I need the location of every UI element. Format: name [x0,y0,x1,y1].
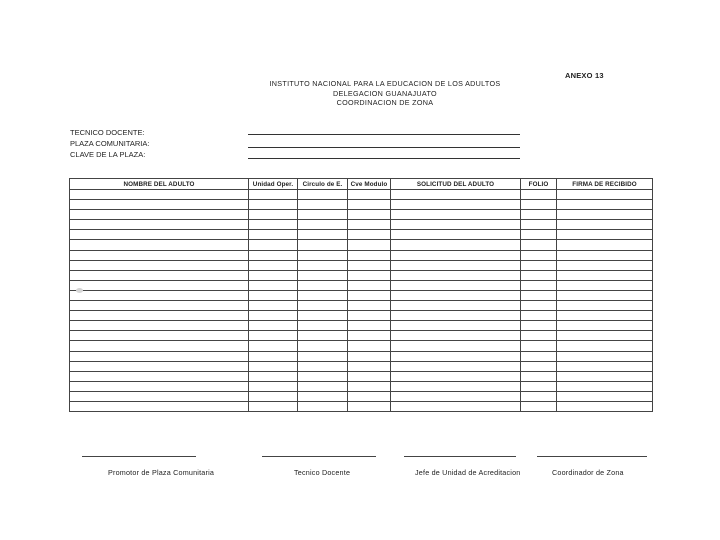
table-cell[interactable] [348,381,391,391]
table-cell[interactable] [70,341,249,351]
table-cell[interactable] [391,280,521,290]
table-cell[interactable] [557,391,653,401]
table-cell[interactable] [391,321,521,331]
table-cell[interactable] [391,311,521,321]
table-cell[interactable] [391,200,521,210]
table-cell[interactable] [557,240,653,250]
table-cell[interactable] [521,270,557,280]
signature-label-coordinator: Coordinador de Zona [552,468,624,477]
table-cell[interactable] [298,361,348,371]
table-cell[interactable] [557,351,653,361]
table-cell[interactable] [298,381,348,391]
table-cell[interactable] [70,371,249,381]
table-row [70,210,653,220]
table-cell[interactable] [348,200,391,210]
table-cell[interactable] [521,301,557,311]
table-cell[interactable] [249,230,298,240]
table-cell[interactable] [249,381,298,391]
table-cell[interactable] [348,220,391,230]
table-cell[interactable] [557,250,653,260]
adult-register-table [69,178,653,412]
table-cell[interactable] [521,200,557,210]
table-cell[interactable] [557,210,653,220]
table-cell[interactable] [521,260,557,270]
table-cell[interactable] [70,230,249,240]
table-row [70,371,653,381]
institution-name: INSTITUTO NACIONAL PARA LA EDUCACION DE LOS ADULTOS [269,79,501,88]
table-cell[interactable] [557,290,653,300]
table-cell[interactable] [298,260,348,270]
table-cell[interactable] [298,240,348,250]
table-cell[interactable] [70,401,249,411]
table-cell[interactable] [557,401,653,411]
table-row [70,311,653,321]
table-cell[interactable] [557,200,653,210]
table-cell[interactable] [249,351,298,361]
col-folio: FOLIO [521,179,557,190]
table-cell[interactable] [298,401,348,411]
table-header-row [70,179,653,190]
table-cell[interactable] [298,351,348,361]
table-cell[interactable] [391,301,521,311]
table-cell[interactable] [521,230,557,240]
table-cell[interactable] [249,401,298,411]
col-received-signature: FIRMA DE RECIBIDO [557,179,653,190]
table-cell[interactable] [348,391,391,401]
clave-label: CLAVE DE LA PLAZA: [70,150,146,159]
table-cell[interactable] [521,401,557,411]
table-row [70,301,653,311]
table-cell[interactable] [70,290,249,300]
table-cell[interactable] [557,190,653,200]
table-cell[interactable] [521,210,557,220]
table-row [70,250,653,260]
table-cell[interactable] [249,331,298,341]
table-cell[interactable] [70,321,249,331]
form-fields [70,127,149,160]
table-cell[interactable] [391,391,521,401]
table-cell[interactable] [298,220,348,230]
table-cell[interactable] [557,260,653,270]
table-cell[interactable] [557,280,653,290]
table-cell[interactable] [521,190,557,200]
table-row [70,341,653,351]
table-cell[interactable] [391,260,521,270]
table-cell[interactable] [70,361,249,371]
table-row [70,361,653,371]
table-cell[interactable] [557,230,653,240]
col-operative-unit: Unidad Oper. [249,179,298,190]
table-cell[interactable] [521,220,557,230]
table-cell[interactable] [249,311,298,321]
signature-label-promoter: Promotor de Plaza Comunitaria [108,468,215,477]
annex-number: ANEXO 13 [565,71,604,80]
col-adult-request: SOLICITUD DEL ADULTO [391,179,521,190]
table-cell[interactable] [391,220,521,230]
table-cell[interactable] [521,391,557,401]
signature-label-technician: Tecnico Docente [294,468,351,477]
table-cell[interactable] [70,260,249,270]
table-cell[interactable] [521,351,557,361]
table-cell[interactable] [70,351,249,361]
signature-line-accreditation[interactable] [404,456,516,457]
table-cell[interactable] [557,270,653,280]
table-cell[interactable] [70,381,249,391]
table-cell[interactable] [298,270,348,280]
table-cell[interactable] [298,301,348,311]
table-cell[interactable] [298,321,348,331]
table-cell[interactable] [348,351,391,361]
table-cell[interactable] [348,401,391,411]
col-adult-name: NOMBRE DEL ADULTO [70,179,249,190]
table-cell[interactable] [70,210,249,220]
table-cell[interactable] [348,240,391,250]
table-cell[interactable] [348,290,391,300]
coordination-name: COORDINACION DE ZONA [336,98,434,107]
table-cell[interactable] [249,210,298,220]
table-cell[interactable] [348,210,391,220]
table-row [70,381,653,391]
table-cell[interactable] [298,210,348,220]
table-cell[interactable] [249,270,298,280]
table-row [70,260,653,270]
plaza-fill-line[interactable] [248,147,520,148]
table-cell[interactable] [521,341,557,351]
table-cell[interactable] [348,190,391,200]
table-cell[interactable] [70,331,249,341]
table-cell[interactable] [249,341,298,351]
table-cell[interactable] [391,240,521,250]
table-cell[interactable] [249,240,298,250]
table-cell[interactable] [70,240,249,250]
table-row [70,321,653,331]
table-cell[interactable] [249,391,298,401]
table-cell[interactable] [298,391,348,401]
table-cell[interactable] [298,280,348,290]
table-row [70,240,653,250]
table-row [70,230,653,240]
table-cell[interactable] [249,220,298,230]
table-cell[interactable] [348,321,391,331]
table-cell[interactable] [249,361,298,371]
table-cell[interactable] [391,361,521,371]
table-cell[interactable] [391,371,521,381]
table-cell[interactable] [521,280,557,290]
table-cell[interactable] [557,301,653,311]
table-cell[interactable] [249,301,298,311]
table-cell[interactable] [70,190,249,200]
table-row [70,190,653,200]
table-cell[interactable] [557,361,653,371]
table-cell[interactable] [391,341,521,351]
delegation-name: DELEGACION GUANAJUATO [333,88,437,98]
table-cell[interactable] [70,250,249,260]
table-cell[interactable] [298,230,348,240]
table-cell[interactable] [391,290,521,300]
table-row [70,280,653,290]
table-row [70,351,653,361]
clave-fill-line[interactable] [248,158,520,159]
table-row [70,391,653,401]
table-cell[interactable] [391,351,521,361]
technician-label: TECNICO DOCENTE: [70,128,145,137]
table-cell[interactable] [557,331,653,341]
table-cell[interactable] [348,280,391,290]
table-cell[interactable] [298,190,348,200]
table-cell[interactable] [249,290,298,300]
table-body [70,190,653,412]
table-cell[interactable] [557,321,653,331]
table-cell[interactable] [521,250,557,260]
table-cell[interactable] [298,371,348,381]
table-cell[interactable] [348,230,391,240]
table-cell[interactable] [557,311,653,321]
technician-fill-line[interactable] [248,134,520,135]
table-cell[interactable] [557,381,653,391]
table-cell[interactable] [521,240,557,250]
table-cell[interactable] [249,280,298,290]
table-cell[interactable] [70,280,249,290]
col-study-circle: Circulo de E. [298,179,348,190]
table-cell[interactable] [348,250,391,260]
table-cell[interactable] [249,250,298,260]
table-cell[interactable] [557,371,653,381]
table-row [70,270,653,280]
table-cell[interactable] [70,270,249,280]
table-cell[interactable] [249,190,298,200]
table-cell[interactable] [298,250,348,260]
table-cell[interactable] [70,301,249,311]
table-cell[interactable] [298,331,348,341]
table-row [70,331,653,341]
table-cell[interactable] [391,250,521,260]
table-cell[interactable] [391,270,521,280]
signature-label-accreditation: Jefe de Unidad de Acreditacion [415,468,521,477]
table-cell[interactable] [391,401,521,411]
col-module-key: Cve Modulo [348,179,391,190]
table-cell[interactable] [521,331,557,341]
table-cell[interactable] [348,301,391,311]
table-cell[interactable] [521,361,557,371]
signature-line-technician[interactable] [262,456,376,457]
table-cell[interactable] [521,381,557,391]
institution-header [250,79,520,108]
table-cell[interactable] [70,220,249,230]
table-cell[interactable] [249,321,298,331]
table-cell[interactable] [249,200,298,210]
table-cell[interactable] [557,220,653,230]
table-cell[interactable] [521,290,557,300]
signature-line-promoter[interactable] [82,456,196,457]
table-cell[interactable] [391,210,521,220]
table-cell[interactable] [521,311,557,321]
table-cell[interactable] [391,331,521,341]
table-cell[interactable] [348,311,391,321]
table-cell[interactable] [249,371,298,381]
table-cell[interactable] [391,190,521,200]
table-row [70,220,653,230]
plaza-label: PLAZA COMUNITARIA: [70,139,150,148]
table-cell[interactable] [521,371,557,381]
table-cell[interactable] [348,371,391,381]
table-cell[interactable] [249,260,298,270]
table-cell[interactable] [348,260,391,270]
table-cell[interactable] [298,200,348,210]
table-cell[interactable] [70,311,249,321]
table-cell[interactable] [348,341,391,351]
table-cell[interactable] [391,381,521,391]
scan-speck [76,288,83,293]
table-cell[interactable] [348,270,391,280]
table-cell[interactable] [391,230,521,240]
table-cell[interactable] [70,200,249,210]
table-row [70,200,653,210]
table-row [70,401,653,411]
table-cell[interactable] [298,341,348,351]
table-cell[interactable] [298,290,348,300]
table-cell[interactable] [348,361,391,371]
signature-line-coordinator[interactable] [537,456,647,457]
table-cell[interactable] [298,311,348,321]
table-cell[interactable] [557,341,653,351]
table-cell[interactable] [348,331,391,341]
table-cell[interactable] [70,391,249,401]
table-row [70,290,653,300]
table-cell[interactable] [521,321,557,331]
